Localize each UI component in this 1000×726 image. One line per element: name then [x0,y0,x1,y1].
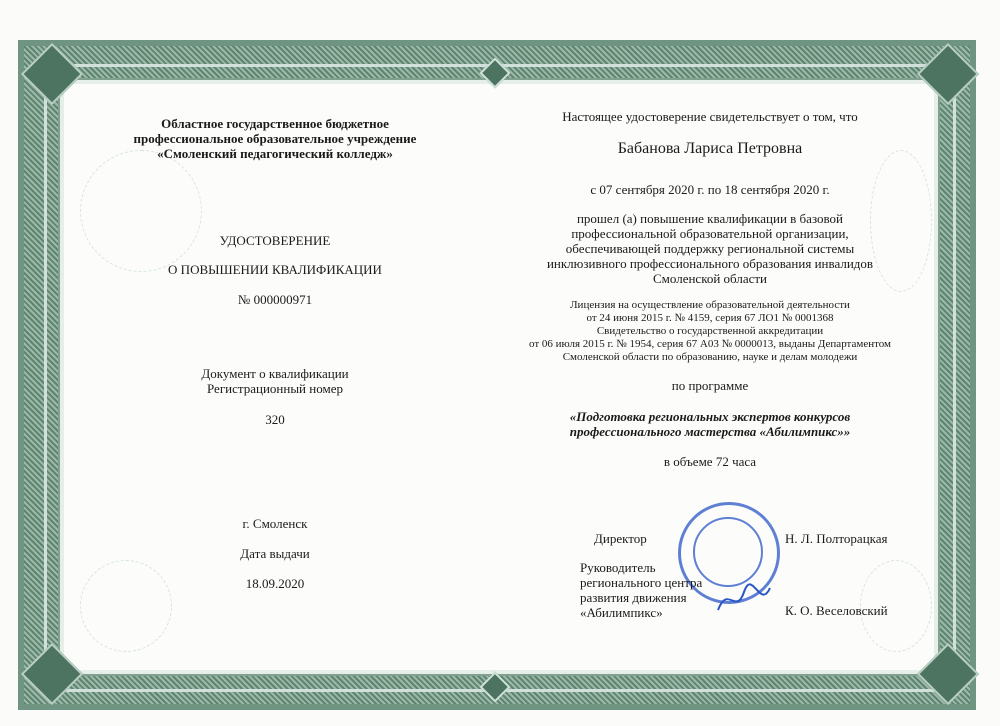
qualification-label: Документ о квалификации [201,366,349,381]
intro-text: Настоящее удостоверение свидетельствует о том, что [562,109,858,124]
head-label-line4: «Абилимпикс» [580,605,663,620]
body-text-line5: Смоленской области [652,271,768,286]
issue-city: г. Смоленск [242,516,308,531]
org-name-line2: профессиональное образовательное учреждение [133,131,417,146]
guilloche-ornament [80,150,202,272]
issue-date-label: Дата выдачи [240,546,310,561]
body-text-line2: профессиональной образовательной организации, [571,226,849,241]
program-title-line1: «Подготовка региональных экспертов конкурсов [569,409,851,424]
doc-subtitle: О ПОВЫШЕНИИ КВАЛИФИКАЦИИ [168,262,382,277]
org-name-line1: Областное государственное бюджетное [161,116,389,131]
program-label: по программе [671,378,749,393]
guilloche-ornament [80,560,172,652]
body-text-line3: обеспечивающей поддержку региональной системы [565,241,855,256]
body-text-line1: прошел (а) повышение квалификации в базовой [576,211,844,226]
program-title-line2: профессионального мастерства «Абилимпикс»» [569,424,851,439]
registration-label: Регистрационный номер [207,381,343,396]
org-name-line3: «Смоленский педагогический колледж» [157,146,393,161]
program-volume: в объеме 72 часа [663,454,757,469]
director-name: Н. Л. Полторацкая [785,531,888,546]
director-label: Директор [594,531,647,546]
head-label-line2: регионального центра [580,575,703,590]
license-line5: Смоленской области по образованию, науке и делам молодежи [562,351,858,363]
license-line4: от 06 июля 2015 г. № 1954, серия 67 А03 № 0000013, выданы Департаментом [528,338,892,350]
doc-title: УДОСТОВЕРЕНИЕ [219,233,331,248]
head-label-line3: развития движения [580,590,687,605]
head-name: К. О. Веселовский [785,603,888,618]
training-period: с 07 сентября 2020 г. по 18 сентября 2020 г. [590,182,830,197]
license-line2: от 24 июня 2015 г. № 4159, серия 67 ЛО1 № 0001368 [586,312,834,324]
license-line1: Лицензия на осуществление образовательной деятельности [570,299,850,311]
issue-date: 18.09.2020 [245,576,305,591]
doc-number: № 000000971 [237,292,313,307]
license-line3: Свидетельство о государственной аккредитации [596,325,824,337]
signature-icon [714,580,774,620]
holder-name: Бабанова Лариса Петровна [617,140,803,157]
body-text-line4: инклюзивного профессионального образования инвалидов [546,256,874,271]
registration-number: 320 [265,412,285,427]
head-label-line1: Руководитель [580,560,656,575]
